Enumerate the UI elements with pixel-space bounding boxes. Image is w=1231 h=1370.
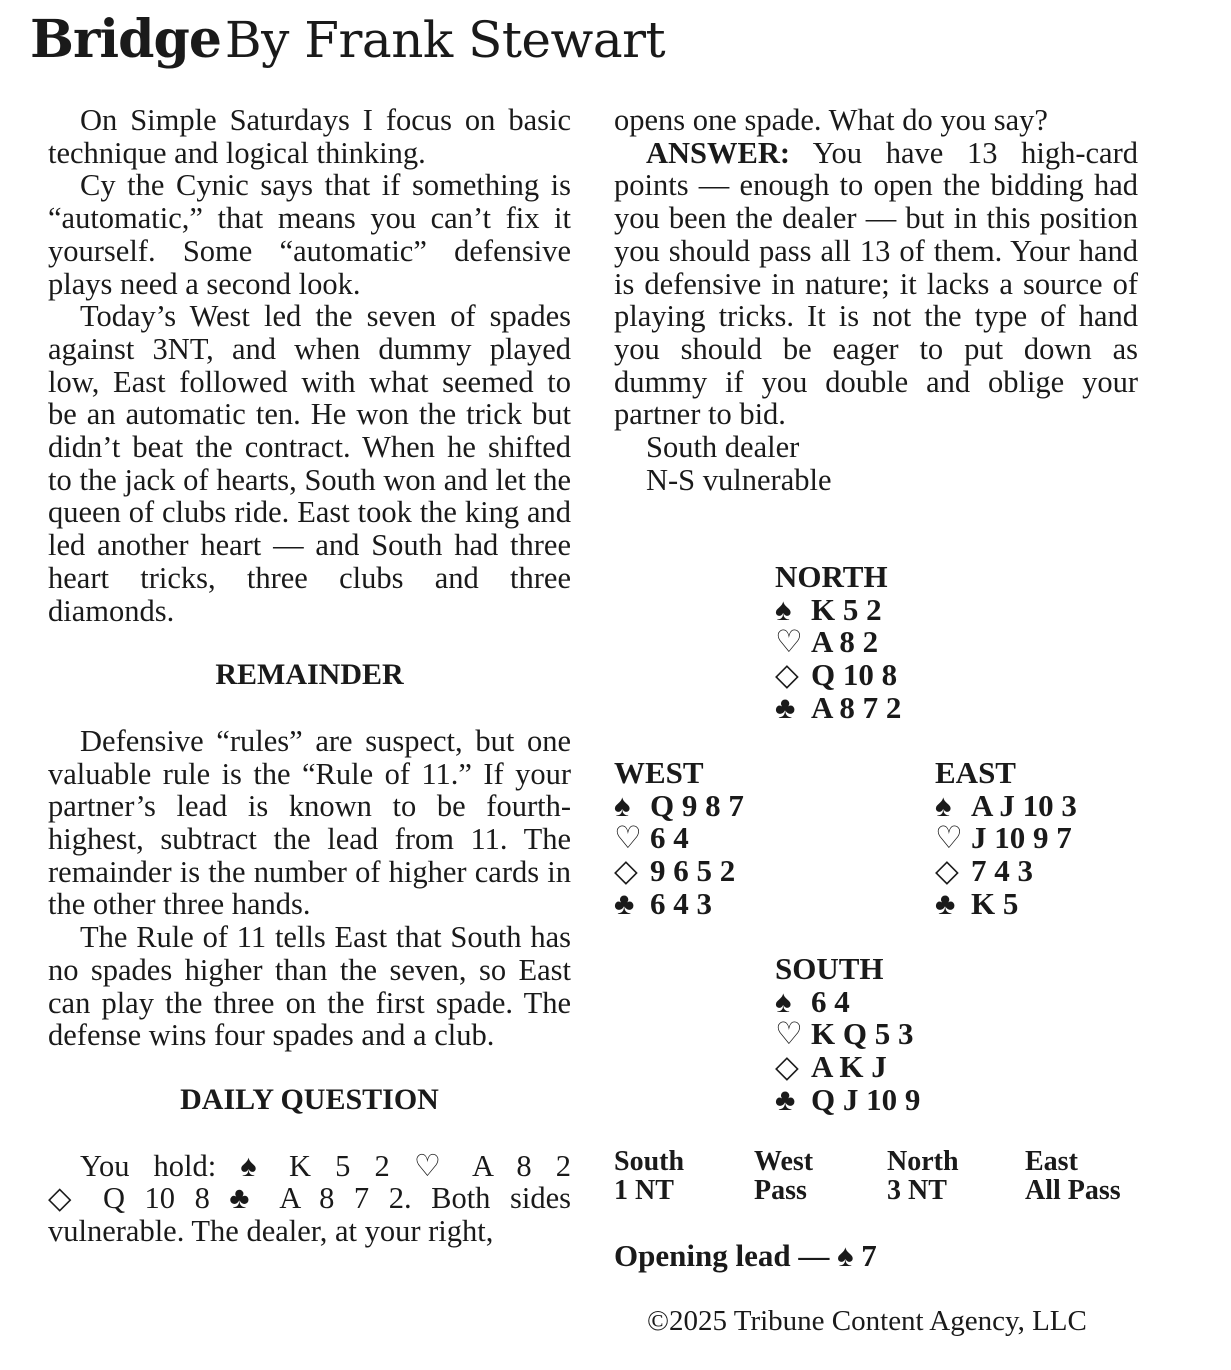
spade-icon: ♠ <box>775 983 792 1019</box>
bid-call: 1 NT <box>614 1175 674 1206</box>
bid-seat: East <box>1025 1146 1078 1177</box>
diamond-icon: ◇ <box>935 853 959 889</box>
south-label: SOUTH <box>775 951 884 986</box>
paragraph-cynic: Cy the Cynic says that if something is “automatic,” that means you can’t fix it yourself. Some “automatic” defensive plays need a second look. <box>48 168 571 301</box>
bid-seat: North <box>887 1146 959 1177</box>
question-line-1: You hold: ♠ K 5 2 ♡ A 8 2 <box>80 1148 571 1183</box>
diamond-icon: ◇ <box>775 657 799 693</box>
east-spades: A J 10 3 <box>971 787 1077 823</box>
right-column <box>614 104 1138 496</box>
column-byline: By Frank Stewart <box>224 11 666 69</box>
club-icon: ♣ <box>775 1081 796 1117</box>
south-clubs: Q J 10 9 <box>811 1081 921 1117</box>
heart-icon: ♡ <box>935 820 963 856</box>
north-spades: K 5 2 <box>811 591 882 627</box>
north-label: NORTH <box>775 559 888 594</box>
question-continued: opens one spade. What do you say? <box>614 103 1048 137</box>
paragraph-intro: On Simple Saturdays I focus on basic technique and logical thinking. <box>48 103 571 170</box>
south-hand <box>775 953 920 1117</box>
answer-label: ANSWER: <box>646 135 791 170</box>
copyright-notice: ©2025 Tribune Content Agency, LLC <box>647 1305 1087 1337</box>
spade-icon: ♠ <box>935 787 952 823</box>
dealer-info: South dealer <box>646 430 800 465</box>
east-hearts: J 10 9 7 <box>971 820 1072 856</box>
north-hearts: A 8 2 <box>811 624 879 660</box>
west-label: WEST <box>614 755 704 790</box>
south-diamonds: A K J <box>811 1049 887 1085</box>
paragraph-rule-of-11: Defensive “rules” are suspect, but one valuable rule is the “Rule of 11.” If your partner’s lead is known to be fourth-highest, subtract the lead from 11. The remainder is the number of higher cards in the other three hands. <box>48 723 571 922</box>
bid-seat: West <box>754 1146 814 1177</box>
opening-lead: Opening lead — ♠ 7 <box>614 1238 877 1273</box>
west-diamonds: 9 6 5 2 <box>650 853 736 889</box>
south-hearts: K Q 5 3 <box>811 1016 914 1052</box>
bid-column <box>887 1147 959 1205</box>
spade-icon: ♠ <box>614 787 631 823</box>
answer-paragraph <box>614 137 1138 431</box>
heart-icon: ♡ <box>614 820 642 856</box>
bid-call: Pass <box>754 1175 807 1206</box>
paragraph-play: Today’s West led the seven of spades against 3NT, and when dummy played low, East followed with what seemed to be an automatic ten. He won the trick but didn’t beat the contract. When he shifted to the jack of hearts, South won and let the queen of clubs ride. East took the king and led another heart — and South had three heart tricks, three clubs and three diamonds. <box>48 299 571 628</box>
bid-seat: South <box>614 1146 685 1177</box>
club-icon: ♣ <box>935 885 956 921</box>
bid-column <box>1025 1147 1121 1205</box>
spade-icon: ♠ <box>775 591 792 627</box>
diamond-icon: ◇ <box>775 1049 799 1085</box>
west-spades: Q 9 8 7 <box>650 787 744 823</box>
north-hand <box>775 561 901 725</box>
bid-call: 3 NT <box>887 1175 947 1206</box>
heading-daily-question: DAILY QUESTION <box>180 1082 439 1116</box>
north-clubs: A 8 7 2 <box>811 689 902 725</box>
north-diamonds: Q 10 8 <box>811 657 898 693</box>
bid-column <box>754 1147 813 1205</box>
bid-call: All Pass <box>1025 1175 1121 1206</box>
south-spades: 6 4 <box>811 983 850 1019</box>
east-label: EAST <box>935 755 1016 790</box>
left-column <box>48 104 571 1248</box>
heading-remainder: REMAINDER <box>215 658 404 692</box>
east-hand <box>935 757 1077 921</box>
answer-text: You have 13 high-card points — enough to open the bidding had you been the dealer — but in this position you should pass all 13 of them. Your hand is defensive in nature; it lacks a source of playing tricks. It is not the type of hand you should be eager to put down as dummy if you double and oblige your partner to bid. <box>614 135 1138 432</box>
column-brand-title: Bridge <box>30 9 221 70</box>
west-hand <box>614 757 744 921</box>
question-rest: ◇ Q 10 8 ♣ A 8 7 2. Both sides vulnerable. The dealer, at your right, <box>48 1181 571 1249</box>
heart-icon: ♡ <box>775 624 803 660</box>
masthead <box>30 9 666 70</box>
west-clubs: 6 4 3 <box>650 885 712 921</box>
heart-icon: ♡ <box>775 1016 803 1052</box>
diamond-icon: ◇ <box>614 853 638 889</box>
club-icon: ♣ <box>775 689 796 725</box>
club-icon: ♣ <box>614 885 635 921</box>
west-hearts: 6 4 <box>650 820 689 856</box>
east-clubs: K 5 <box>971 885 1019 921</box>
east-diamonds: 7 4 3 <box>971 853 1033 889</box>
bid-column <box>614 1147 684 1205</box>
vulnerability-info: N-S vulnerable <box>646 462 832 497</box>
paragraph-rule-applied: The Rule of 11 tells East that South has no spades higher than the seven, so East can play the three on the first spade. The defense wins four spades and a club. <box>48 920 571 1053</box>
